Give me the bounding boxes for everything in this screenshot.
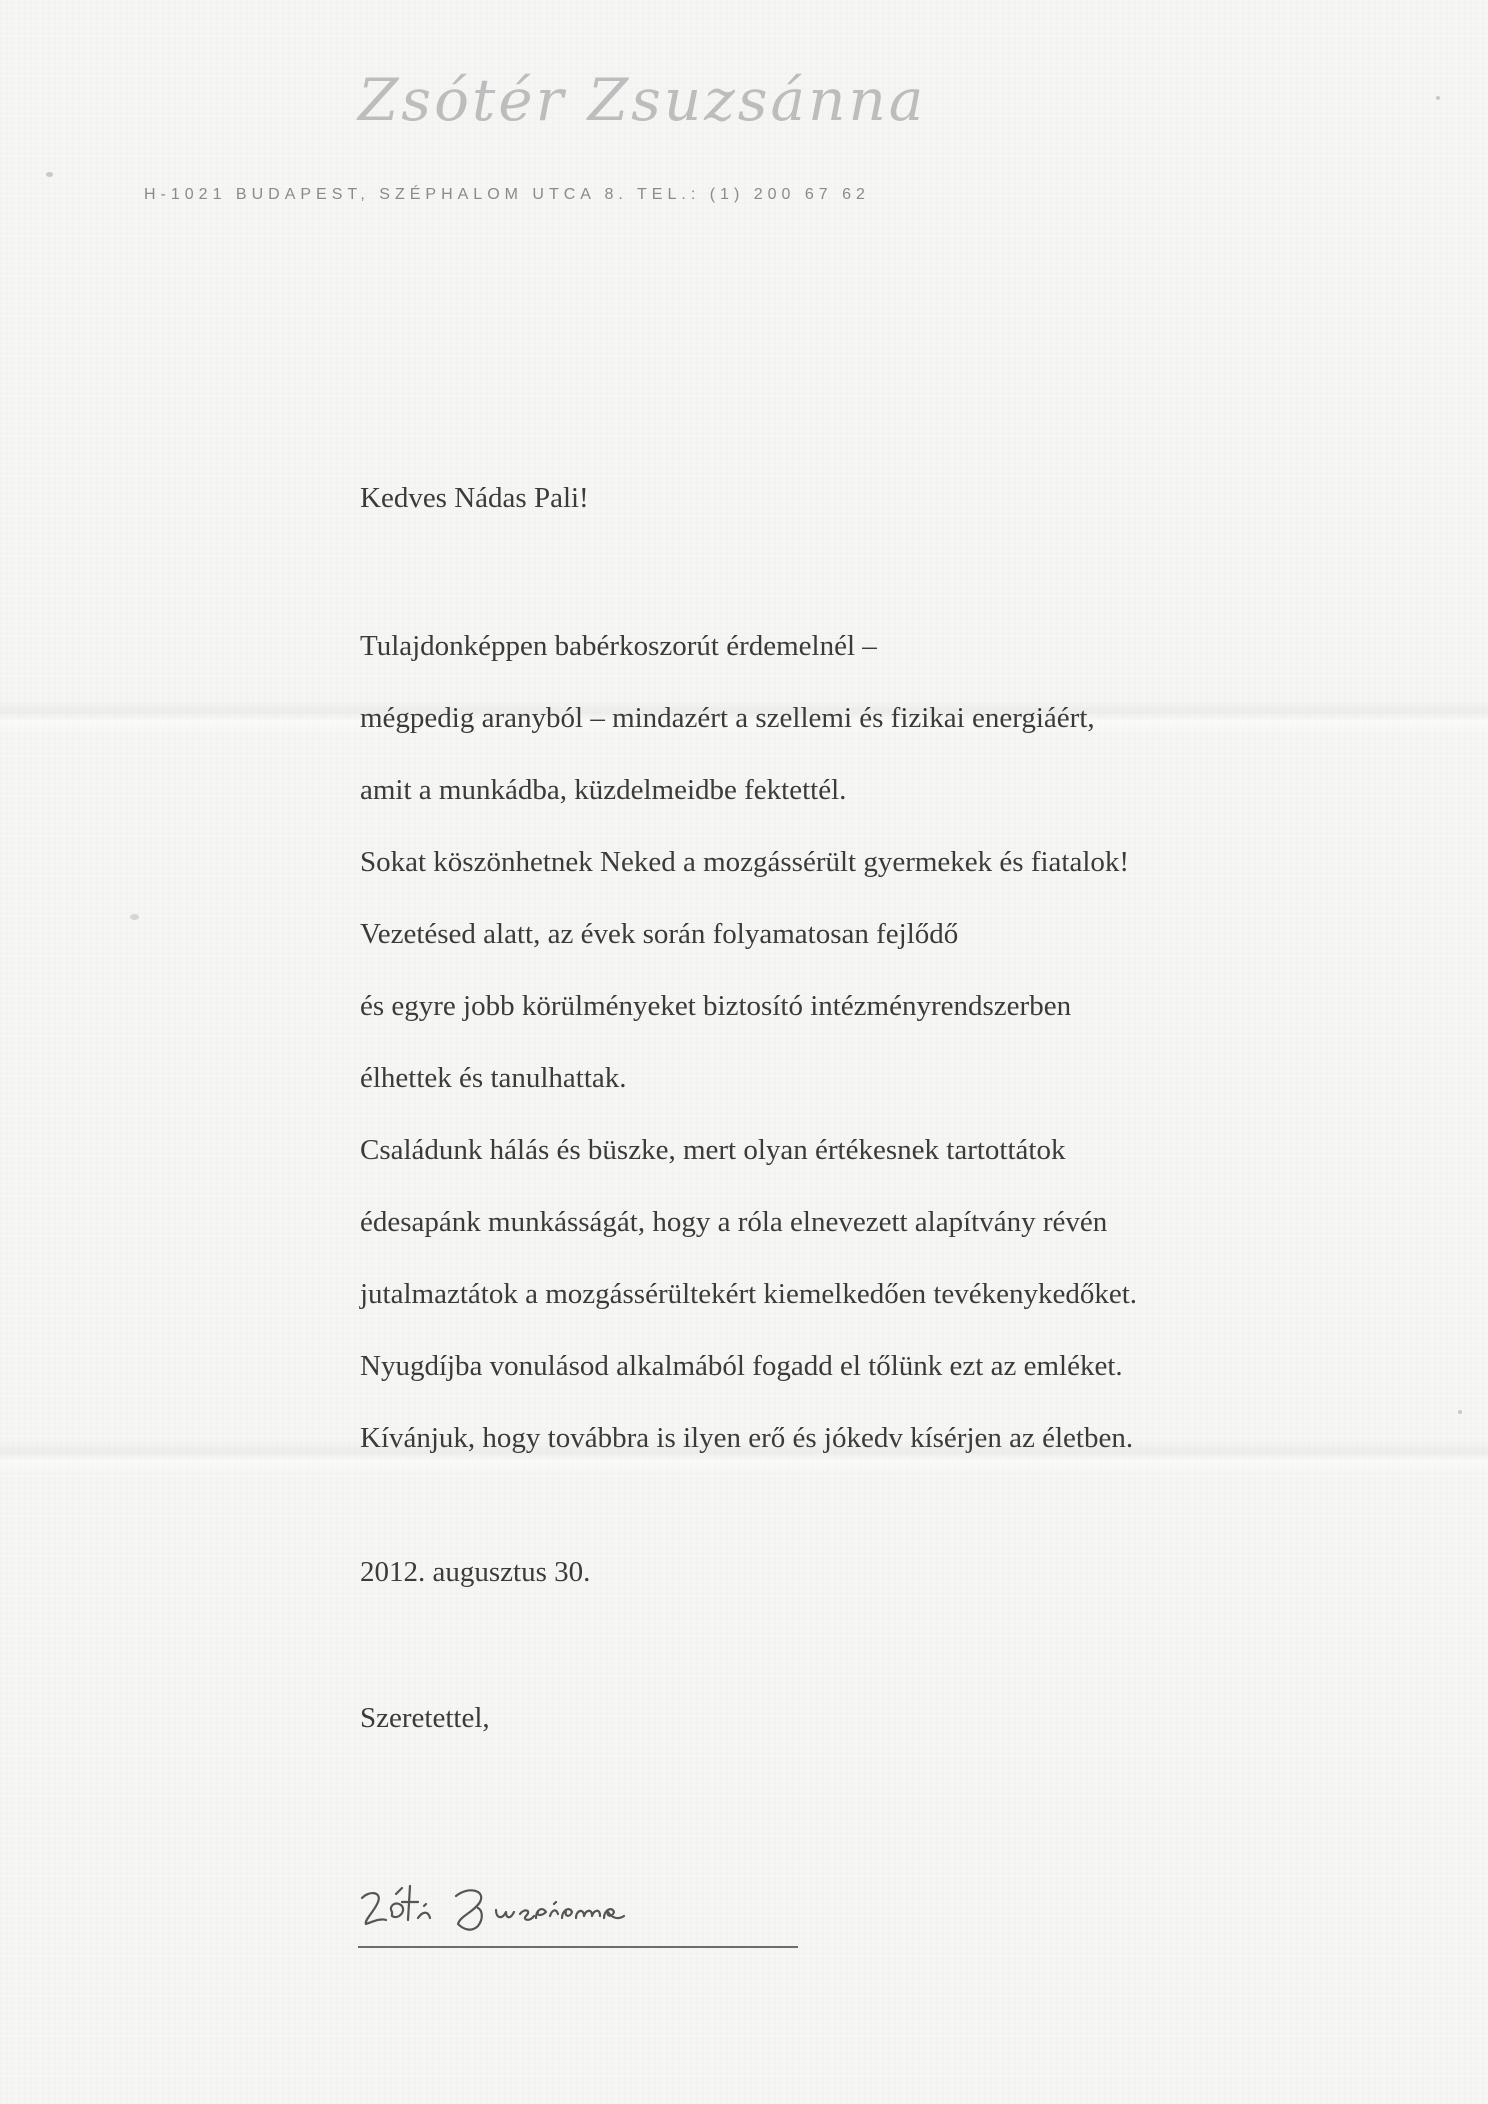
salutation: Kedves Nádas Pali! [360,482,589,514]
paper-speck [1458,1410,1462,1414]
body-line: Vezetésed alatt, az évek során folyamatosan fejlődő [360,918,959,950]
body-line: jutalmaztátok a mozgássérültekért kiemelkedően tevékenykedőket. [360,1278,1138,1310]
closing: Szeretettel, [360,1702,490,1734]
body-line: Tulajdonképpen babérkoszorút érdemelnél – [360,630,877,662]
paper-speck [130,914,139,920]
letter-body [360,624,1137,1488]
letter-date: 2012. augusztus 30. [360,1556,591,1588]
body-line: és egyre jobb körülményeket biztosító intézményrendszerben [360,990,1072,1022]
body-line: mégpedig aranyból – mindazért a szellemi és fizikai energiáért, [360,702,1095,734]
letterhead-name: Zsótér Zsuzsánna [358,66,927,134]
body-line: Családunk hálás és büszke, mert olyan értékesnek tartottátok [360,1134,1066,1166]
signature-line [358,1946,798,1948]
paper-speck [46,172,53,177]
paper-speck [1436,96,1440,100]
body-line: élhettek és tanulhattak. [360,1062,627,1094]
body-line: Kívánjuk, hogy továbbra is ilyen erő és jókedv kísérjen az életben. [360,1422,1134,1454]
body-line: édesapánk munkásságát, hogy a róla elnevezett alapítvány révén [360,1206,1108,1238]
body-line: amit a munkádba, küzdelmeidbe fektettél. [360,774,847,806]
body-line: Nyugdíjba vonulásod alkalmából fogadd el tőlünk ezt az emléket. [360,1350,1123,1382]
letterhead-address: H-1021 BUDAPEST, SZÉPHALOM UTCA 8. TEL.: (1) 200 67 62 [144,186,870,203]
body-line: Sokat köszönhetnek Neked a mozgássérült gyermekek és fiatalok! [360,846,1130,878]
handwritten-signature [356,1872,676,1944]
